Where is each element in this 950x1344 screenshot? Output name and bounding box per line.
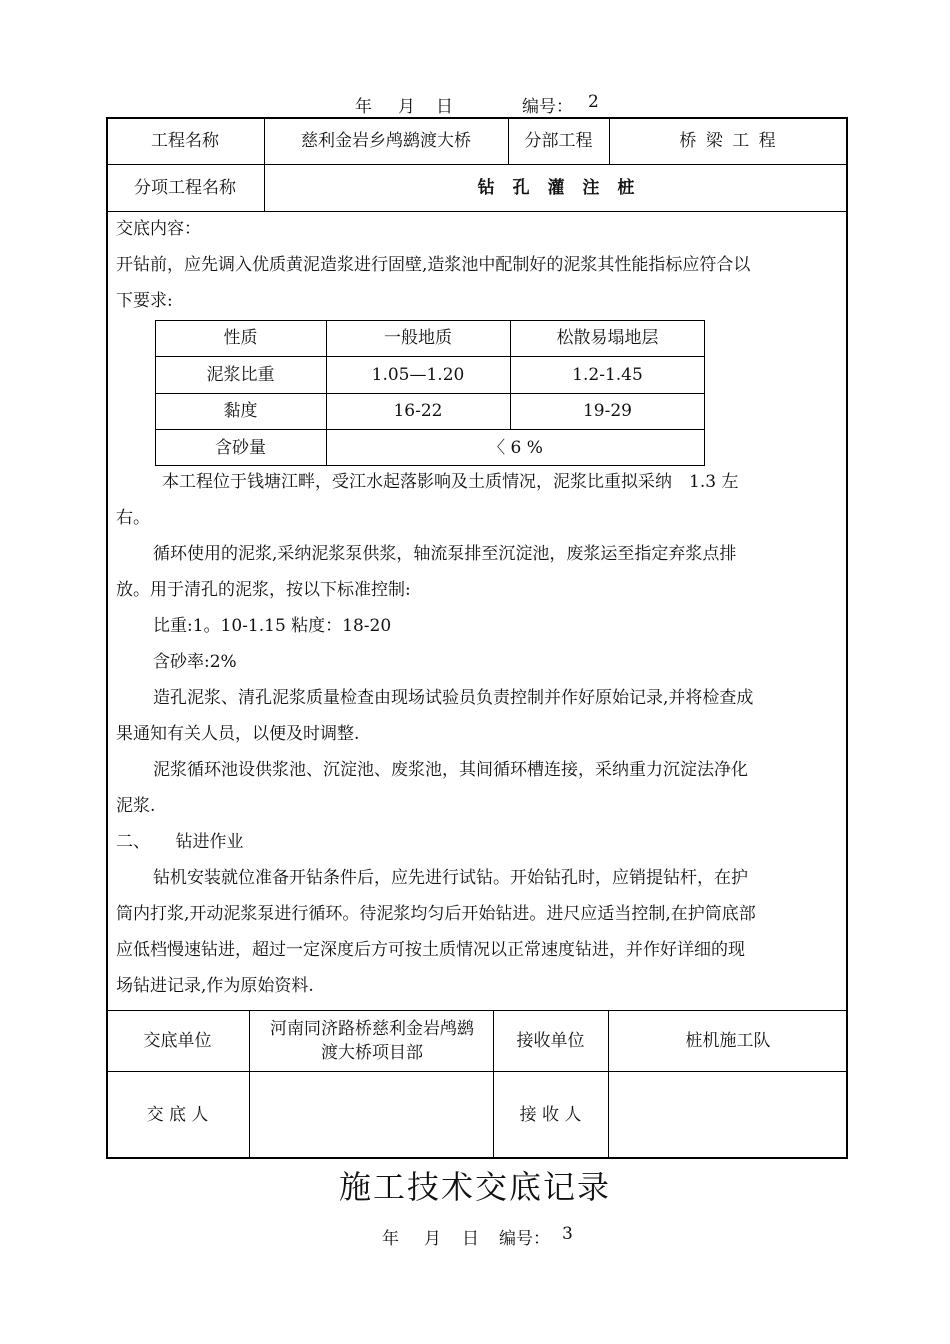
content-heading: 交底内容： bbox=[116, 219, 201, 239]
day-label: 日 bbox=[436, 97, 453, 117]
content-line: 右。 bbox=[116, 508, 150, 528]
content-line: 筒内打浆,开动泥浆泵进行循环。待泥浆均匀后开始钻进。进尺应适当控制,在护筒底部 bbox=[116, 904, 756, 924]
mud-header-property: 性质 bbox=[223, 328, 258, 348]
day-label: 日 bbox=[462, 1229, 479, 1249]
content-line: 泥浆循环池设供浆池、沉淀池、废浆池，其间循环槽连接，采纳重力沉淀法净化 bbox=[153, 760, 748, 780]
receiver-person-field[interactable] bbox=[608, 1071, 848, 1159]
mud-cell: 19-29 bbox=[582, 401, 632, 421]
project-name-label: 工程名称 bbox=[151, 130, 219, 151]
content-line: 循环使用的泥浆,采纳泥浆泵供浆，轴流泵排至沉淀池，废浆运至指定弃浆点排 bbox=[153, 544, 737, 564]
content-line: 比重:1。10-1.15 粘度：18-20 bbox=[153, 616, 392, 636]
mud-row-label: 含砂量 bbox=[215, 437, 266, 458]
issuer-person-field[interactable] bbox=[249, 1071, 493, 1159]
project-name: 慈利金岩乡鸬鹚渡大桥 bbox=[301, 130, 471, 151]
content-line: 泥浆. bbox=[116, 796, 156, 816]
mud-header-loose: 松散易塌地层 bbox=[556, 328, 659, 348]
content-line: 含砂率:2% bbox=[153, 652, 237, 672]
issuer-unit: 河南同济路桥慈利金岩鸬鹚渡大桥项目部 bbox=[270, 1018, 474, 1063]
divider bbox=[106, 211, 848, 212]
month-label: 月 bbox=[424, 1229, 441, 1249]
mud-header-general: 一般地质 bbox=[384, 328, 452, 348]
content-line: 钻机安装就位准备开钻条件后，应先进行试钻。开始钻孔时，应销提钻杆，在护 bbox=[153, 868, 748, 888]
next-page-title: 施工技术交底记录 bbox=[338, 1168, 611, 1206]
mud-cell: 〈 6 % bbox=[488, 437, 543, 458]
division-value: 桥 梁 工 程 bbox=[679, 130, 778, 151]
content-line: 放。用于清孔的泥浆，按以下标准控制: bbox=[116, 580, 411, 600]
content-line: 本工程位于钱塘江畔，受江水起落影响及土质情况，泥浆比重拟采纳 1.3 左 bbox=[162, 472, 739, 492]
mud-cell: 1.05—1.20 bbox=[371, 364, 465, 385]
receiver-label: 接收单位 bbox=[516, 1030, 585, 1051]
number-label: 编号： bbox=[522, 97, 573, 117]
section-heading: 二、 钻进作业 bbox=[116, 832, 244, 852]
subitem-value: 钻 孔 灌 注 桩 bbox=[477, 177, 635, 198]
mud-cell: 1.2-1.45 bbox=[572, 364, 643, 385]
year-label: 年 bbox=[355, 97, 372, 117]
number-value: 2 bbox=[588, 92, 599, 112]
content-line: 开钻前，应先调入优质黄泥造浆进行固壁,造浆池中配制好的泥浆其性能指标应符合以 bbox=[116, 255, 751, 275]
issuer-label: 交底单位 bbox=[143, 1030, 212, 1051]
mud-cell: 16-22 bbox=[393, 401, 443, 421]
division-label: 分部工程 bbox=[524, 130, 593, 151]
mud-row-label: 泥浆比重 bbox=[206, 364, 275, 385]
content-line: 下要求: bbox=[116, 291, 173, 311]
issuer-person-label: 交 底 人 bbox=[146, 1105, 209, 1125]
receiver-person-label: 接 收 人 bbox=[519, 1105, 582, 1125]
content-line: 场钻进记录,作为原始资料. bbox=[116, 976, 314, 996]
number-label: 编号： bbox=[499, 1229, 550, 1249]
content-line: 应低档慢速钻进，超过一定深度后方可按土质情况以正常速度钻进，并作好详细的现 bbox=[116, 940, 745, 960]
subitem-label: 分项工程名称 bbox=[134, 177, 236, 198]
content-line: 果通知有关人员，以便及时调整. bbox=[116, 724, 360, 744]
content-line: 造孔泥浆、清孔泥浆质量检查由现场试验员负责控制并作好原始记录,并将检查成 bbox=[153, 688, 754, 708]
year-label: 年 bbox=[382, 1229, 399, 1249]
month-label: 月 bbox=[398, 97, 415, 117]
mud-row-label: 黏度 bbox=[223, 401, 258, 421]
receiver-unit: 桩机施工队 bbox=[685, 1030, 771, 1051]
number-value: 3 bbox=[562, 1224, 573, 1244]
